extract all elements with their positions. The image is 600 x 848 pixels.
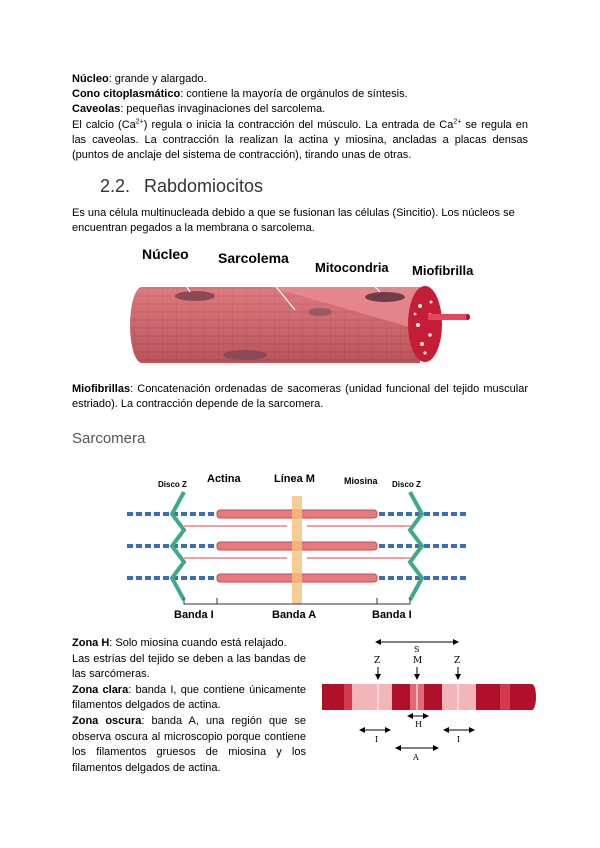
rabdo-paragraph: Es una célula multinucleada debido a que se fusionan las células (Sincitio). Los núcleos se encuentran pegados a la membrana o sarcolema. [72,207,515,235]
nucleus-2 [365,292,405,302]
nucleus-1 [175,291,215,301]
myofibril-rod [428,314,468,320]
mitochondrion [308,308,332,316]
m-line [292,496,302,604]
calcio-paragraph: El calcio $(Ca^{2+})$ regula o inicia la contracción del músculo. La entrada de $Ca^{2+}$ se regula en las caveolas. La contracción la realizan la actina y miosina, ancladas a placas densas (puntos de anclaje del sistema de contracción), tirando unas de otras. [72,117,528,162]
label-mitocondria: Mitocondria [315,260,389,275]
nucleo-line: Núcleo: grande y alargado. [72,73,207,85]
label-banda-i-right: Banda I [372,609,412,621]
label-z1: Z [374,656,381,666]
label-actina: Actina [207,473,241,485]
fiber-cross-section [408,286,442,362]
sarcomere-figure [122,470,472,625]
label-banda-i-left: Banda I [174,609,214,621]
label-miofibrilla: Miofibrilla [412,263,474,278]
label-linea-m: Línea M [274,473,315,485]
zona-clara-line: Zona clara: banda I, que contiene únicamente filamentos delgados de actina. [72,683,306,712]
striped-band [322,684,536,710]
label-nucleo: Núcleo [142,246,189,262]
nucleus-3 [223,350,267,360]
label-a: A [413,753,419,762]
estrias-line: Las estrías del tejido se deben a las bandas de las sarcómeras. [72,652,306,681]
label-m: M [413,656,423,666]
caveolas-line: Caveolas: pequeñas invaginaciones del sarcolema. [72,103,326,116]
label-disco-z-right: Disco Z [392,480,421,489]
zona-oscura-line: Zona oscura: banda A, una región que se observa oscura al microscopio porque contiene los filamentos gruesos de miosina y los filamentos delgados de actina. [72,714,307,774]
section-heading [100,176,263,197]
label-miosina: Miosina [344,476,378,486]
intro-block [72,72,528,163]
sarcomera-heading: Sarcomera [72,430,146,447]
zones-text [72,636,306,776]
label-s: S [414,645,420,654]
label-z2: Z [454,656,461,666]
label-i1: I [375,735,379,744]
label-sarcolema: Sarcolema [218,250,289,266]
label-banda-a: Banda A [272,609,317,621]
label-h: H [415,720,422,729]
label-disco-z-left: Disco Z [158,480,187,489]
band-figure [316,632,538,764]
section-number: 2.2. [100,176,131,196]
miofibrillas-paragraph: Miofibrillas: Concatenación ordenadas de sacomeras (unidad funcional del tejido muscular estriado). La contracción depende de la sarcomera. [72,383,528,411]
zona-h-line: Zona H: Solo miosina cuando está relajado. [72,637,287,649]
muscle-fiber-figure [120,240,480,375]
label-i2: I [457,735,461,744]
cono-line: Cono citoplasmático: contiene la mayoría de orgánulos de síntesis. [72,88,408,101]
section-title: Rabdomiocitos [144,176,264,196]
